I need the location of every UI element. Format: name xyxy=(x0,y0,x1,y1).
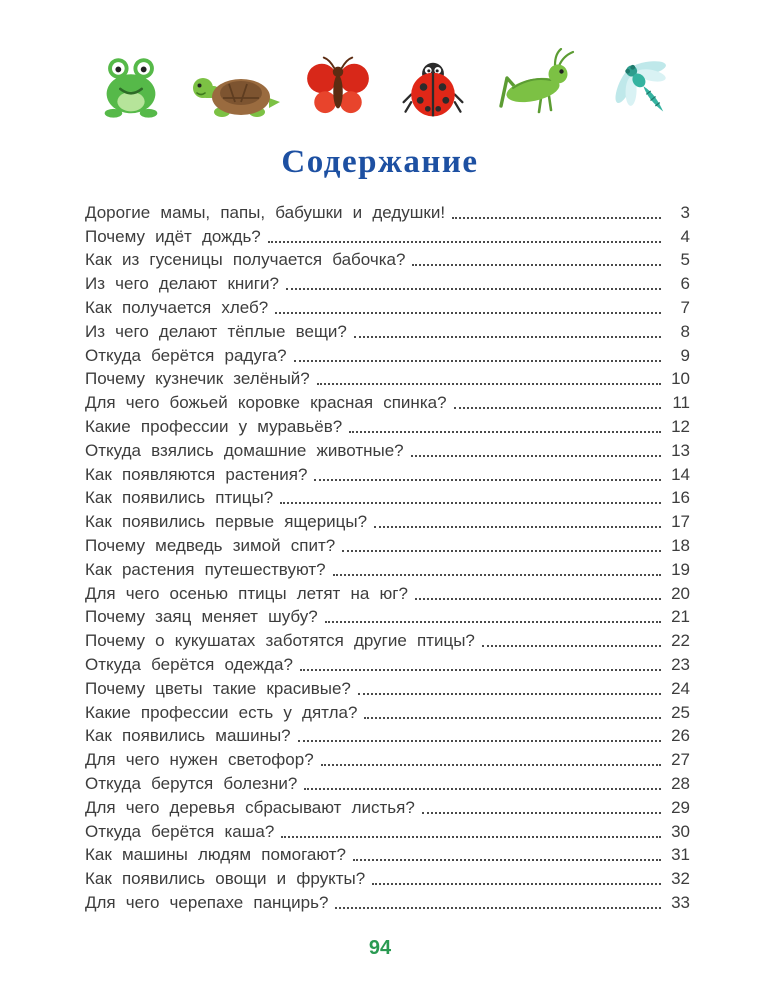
toc-entry-page: 27 xyxy=(671,750,690,770)
dot-leader xyxy=(300,669,661,671)
toc-entry-title: Для чего божьей коровке красная спинка? xyxy=(85,393,447,413)
page-title: Содержание xyxy=(281,144,479,180)
toc-entry-page: 23 xyxy=(671,654,690,674)
toc-entry-page: 18 xyxy=(671,535,690,555)
toc-entry-page: 6 xyxy=(680,274,690,294)
toc-entry-page: 14 xyxy=(671,464,690,484)
toc-entry xyxy=(85,723,690,747)
dot-leader xyxy=(452,217,661,219)
dot-leader xyxy=(281,836,661,838)
toc-entry-title: Как появились овощи и фрукты? xyxy=(85,869,366,889)
dragonfly-icon xyxy=(600,50,688,122)
toc-entry xyxy=(85,199,690,223)
toc-entry-page: 24 xyxy=(671,678,690,698)
toc-entry xyxy=(85,627,690,651)
toc-entry xyxy=(85,366,690,390)
toc-entry-page: 17 xyxy=(671,512,690,532)
dot-leader xyxy=(321,764,661,766)
dot-leader xyxy=(349,431,661,433)
dot-leader xyxy=(286,288,661,290)
toc-entry xyxy=(85,842,690,866)
toc-entry xyxy=(85,223,690,247)
toc-entry-page: 5 xyxy=(680,250,690,270)
toc-entry-title: Откуда берётся одежда? xyxy=(85,654,293,674)
animal-icons-row xyxy=(0,0,760,122)
toc-entry-title: Для чего осенью птицы летят на юг? xyxy=(85,583,408,603)
dot-leader xyxy=(304,788,661,790)
toc-entry xyxy=(85,818,690,842)
toc-entry xyxy=(85,294,690,318)
toc-entry-title: Как появились машины? xyxy=(85,726,291,746)
toc-entry-page: 30 xyxy=(671,821,690,841)
toc-entry-title: Откуда берётся каша? xyxy=(85,821,275,841)
footer-page-number: 94 xyxy=(368,937,392,959)
toc-entry xyxy=(85,770,690,794)
toc-entry-page: 13 xyxy=(671,440,690,460)
dot-leader xyxy=(294,360,661,362)
dot-leader xyxy=(415,598,661,600)
toc-entry-title: Как появились птицы? xyxy=(85,488,274,508)
toc-entry-title: Откуда берутся болезни? xyxy=(85,773,298,793)
toc-entry-title: Как появились первые ящерицы? xyxy=(85,512,368,532)
toc-entry-title: Как получается хлеб? xyxy=(85,297,269,317)
dot-leader xyxy=(422,812,661,814)
toc-entry-title: Почему медведь зимой спит? xyxy=(85,535,336,555)
toc-entry xyxy=(85,675,690,699)
toc-entry xyxy=(85,746,690,770)
toc-entry xyxy=(85,461,690,485)
toc-entry xyxy=(85,556,690,580)
toc-entry xyxy=(85,247,690,271)
toc-entry-page: 7 xyxy=(680,297,690,317)
ladybug-icon xyxy=(396,52,470,122)
toc-entry-page: 16 xyxy=(671,488,690,508)
dot-leader xyxy=(298,740,661,742)
toc-entry-page: 12 xyxy=(671,416,690,436)
dot-leader xyxy=(314,479,661,481)
toc-entry xyxy=(85,532,690,556)
dot-leader xyxy=(335,907,661,909)
toc-entry xyxy=(85,651,690,675)
toc-entry-title: Какие профессии у муравьёв? xyxy=(85,416,343,436)
grasshopper-icon xyxy=(489,48,581,122)
toc-entry-title: Откуда взялись домашние животные? xyxy=(85,440,404,460)
toc-entry-page: 8 xyxy=(680,321,690,341)
dot-leader xyxy=(280,502,661,504)
toc-entry-title: Для чего деревья сбрасывают листья? xyxy=(85,797,415,817)
dot-leader xyxy=(317,383,661,385)
toc-entry-page: 21 xyxy=(671,607,690,627)
toc-entry-title: Почему цветы такие красивые? xyxy=(85,678,351,698)
toc-entry xyxy=(85,865,690,889)
toc-entry xyxy=(85,270,690,294)
dot-leader xyxy=(358,693,661,695)
toc-entry-page: 10 xyxy=(671,369,690,389)
toc-entry-title: Почему о кукушатах заботятся другие птицы? xyxy=(85,631,475,651)
toc-entry xyxy=(85,413,690,437)
dot-leader xyxy=(411,455,661,457)
toc-entry-title: Какие профессии есть у дятла? xyxy=(85,702,358,722)
toc-entry-title: Почему заяц меняет шубу? xyxy=(85,607,318,627)
toc-entry-title: Для чего черепахе панцирь? xyxy=(85,892,329,912)
toc-entry-title: Как появляются растения? xyxy=(85,464,308,484)
dot-leader xyxy=(275,312,661,314)
toc-entry-title: Почему кузнечик зелёный? xyxy=(85,369,310,389)
butterfly-icon xyxy=(300,52,376,122)
toc-entry-title: Как растения путешествуют? xyxy=(85,559,326,579)
toc-entry-page: 3 xyxy=(680,202,690,222)
dot-leader xyxy=(374,526,661,528)
dot-leader xyxy=(268,241,661,243)
toc-entry-title: Почему идёт дождь? xyxy=(85,226,261,246)
toc-entry-page: 11 xyxy=(672,393,690,413)
toc-entry xyxy=(85,437,690,461)
toc-entry-title: Из чего делают тёплые вещи? xyxy=(85,321,347,341)
toc-list xyxy=(0,199,760,913)
toc-entry-page: 28 xyxy=(671,773,690,793)
dot-leader xyxy=(354,336,661,338)
toc-entry-title: Откуда берётся радуга? xyxy=(85,345,287,365)
dot-leader xyxy=(372,883,661,885)
toc-entry-title: Из чего делают книги? xyxy=(85,274,279,294)
toc-entry-page: 22 xyxy=(671,631,690,651)
toc-entry xyxy=(85,318,690,342)
toc-entry-page: 19 xyxy=(671,559,690,579)
toc-entry-page: 25 xyxy=(671,702,690,722)
turtle-icon xyxy=(189,60,281,122)
toc-entry xyxy=(85,485,690,509)
dot-leader xyxy=(364,717,661,719)
toc-entry xyxy=(85,342,690,366)
toc-entry-page: 9 xyxy=(680,345,690,365)
toc-entry xyxy=(85,604,690,628)
toc-entry-page: 29 xyxy=(671,797,690,817)
toc-entry-title: Для чего нужен светофор? xyxy=(85,750,314,770)
toc-entry-title: Как машины людям помогают? xyxy=(85,845,346,865)
toc-entry-page: 4 xyxy=(680,226,690,246)
dot-leader xyxy=(454,407,661,409)
dot-leader xyxy=(325,621,661,623)
toc-entry xyxy=(85,508,690,532)
toc-entry-page: 32 xyxy=(671,869,690,889)
dot-leader xyxy=(412,264,661,266)
toc-entry xyxy=(85,699,690,723)
toc-entry-page: 26 xyxy=(671,726,690,746)
toc-entry-title: Дорогие мамы, папы, бабушки и дедушки! xyxy=(85,202,446,222)
toc-entry xyxy=(85,889,690,913)
toc-entry xyxy=(85,794,690,818)
dot-leader xyxy=(342,550,661,552)
toc-entry xyxy=(85,389,690,413)
dot-leader xyxy=(482,645,661,647)
frog-icon xyxy=(92,48,170,122)
toc-entry-page: 31 xyxy=(671,845,690,865)
dot-leader xyxy=(333,574,661,576)
dot-leader xyxy=(353,859,661,861)
toc-entry xyxy=(85,580,690,604)
toc-entry-page: 20 xyxy=(671,583,690,603)
toc-entry-page: 33 xyxy=(671,892,690,912)
toc-entry-title: Как из гусеницы получается бабочка? xyxy=(85,250,406,270)
